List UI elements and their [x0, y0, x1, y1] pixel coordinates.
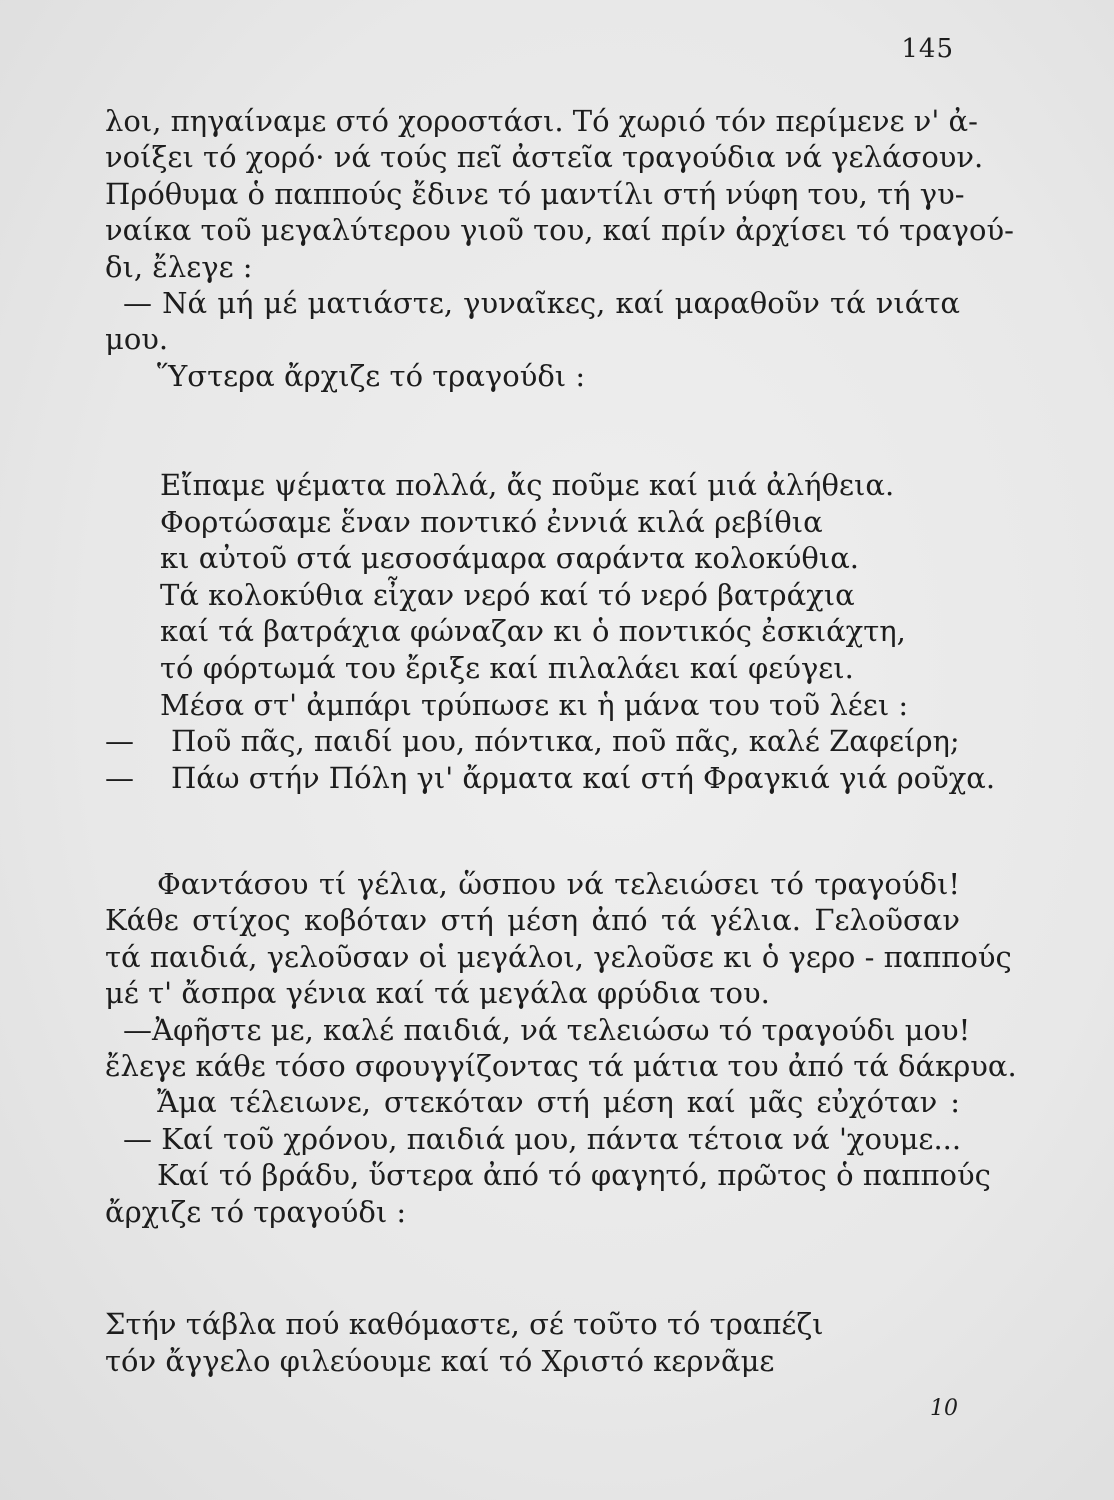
text-line: Καί τό βράδυ, ὕστερα ἀπό τό φαγητό, πρῶτος ὁ παππούς: [157, 1158, 991, 1193]
page-number: 145: [901, 34, 954, 64]
dialog-dash: —: [105, 760, 134, 795]
text-line: Κάθε στίχος κοβόταν στή μέση ἀπό τά γέλια. Γελοῦσαν: [105, 903, 960, 938]
text-line: τά παιδιά, γελοῦσαν οἱ μεγάλοι, γελοῦσε κι ὁ γερο - παππούς: [105, 939, 1012, 974]
text-line: ναίκα τοῦ μεγαλύτερου γιοῦ του, καί πρίν ἀρχίσει τό τραγού-: [105, 213, 1014, 248]
dialog-text: Ποῦ πᾶς, παιδί μου, πόντικα, ποῦ πᾶς, καλέ Ζαφείρη;: [171, 724, 960, 759]
poem-line: Εἴπαμε ψέματα πολλά, ἄς ποῦμε καί μιά ἀλήθεια.: [160, 468, 895, 502]
text-line: Φαντάσου τί γέλια, ὥσπου νά τελειώσει τό τραγούδι!: [157, 867, 960, 901]
text-line: ἄρχιζε τό τραγούδι :: [105, 1194, 407, 1229]
dialog-text: Πάω στήν Πόλη γι' ἄρματα καί στή Φραγκιά γιά ροῦχα.: [171, 760, 996, 795]
poem-line: Μέσα στ' ἀμπάρι τρύπωσε κι ἡ μάνα του τοῦ λέει :: [160, 687, 909, 722]
text-line: μέ τ' ἄσπρα γένια καί τά μεγάλα φρύδια του.: [105, 976, 770, 1011]
speech-line: —Ἀφῆστε με, καλέ παιδιά, νά τελειώσω τό τραγούδι μου!: [123, 1012, 971, 1047]
speech-line: — Καί τοῦ χρόνου, παιδιά μου, πάντα τέτοια νά 'χουμε...: [123, 1121, 962, 1156]
poem-line: Τά κολοκύθια εἶχαν νερό καί τό νερό βατράχια: [160, 577, 855, 612]
poem-line: τό φόρτωμά του ἔριξε καί πιλαλάει καί φεύγει.: [160, 650, 854, 685]
signature-mark: 10: [930, 1396, 958, 1421]
speech-line: ἔλεγε κάθε τόσο σφουγγίζοντας τά μάτια του ἀπό τά δάκρυα.: [105, 1048, 1017, 1083]
poem-dialog-line: [105, 723, 960, 760]
speech-line: — Νά μή μέ ματιάστε, γυναῖκες, καί μαραθοῦν τά νιάτα: [123, 285, 960, 320]
text-line: λοι, πηγαίναμε στό χοροστάσι. Τό χωριό τόν περίμενε ν' ἀ-: [105, 104, 978, 138]
poem-line: Στήν τάβλα πού καθόμαστε, σέ τοῦτο τό τραπέζι: [105, 1307, 824, 1341]
speech-line: μου.: [105, 322, 169, 357]
text-line: Ἄμα τέλειωνε, στεκόταν στή μέση καί μᾶς εὐχόταν :: [157, 1085, 960, 1120]
poem-line: Φορτώσαμε ἕναν ποντικό ἐννιά κιλά ρεβίθια: [160, 504, 823, 539]
poem-line: καί τά βατράχια φώναζαν κι ὁ ποντικός ἐσκιάχτη,: [160, 614, 906, 649]
dialog-dash: —: [105, 724, 134, 759]
poem-1: [105, 467, 996, 796]
text-line: νοίξει τό χορό· νά τούς πεῖ ἀστεῖα τραγούδια νά γελάσουν.: [105, 140, 984, 175]
poem-dialog-line: [105, 760, 996, 797]
paragraph-1: [105, 103, 1014, 394]
poem-line: κι αὐτοῦ στά μεσοσάμαρα σαράντα κολοκύθια.: [160, 541, 860, 576]
poem-2: [105, 1306, 905, 1379]
poem-line: τόν ἄγγελο φιλεύουμε καί τό Χριστό κερνᾶμε: [105, 1343, 775, 1378]
poem-intro: Ὕστερα ἄρχιζε τό τραγούδι :: [157, 358, 586, 393]
text-line: Πρόθυμα ὁ παππούς ἔδινε τό μαντίλι στή νύφη του, τή γυ-: [105, 176, 965, 211]
text-line: δι, ἔλεγε :: [105, 249, 253, 284]
paragraph-2: [105, 866, 1017, 1230]
